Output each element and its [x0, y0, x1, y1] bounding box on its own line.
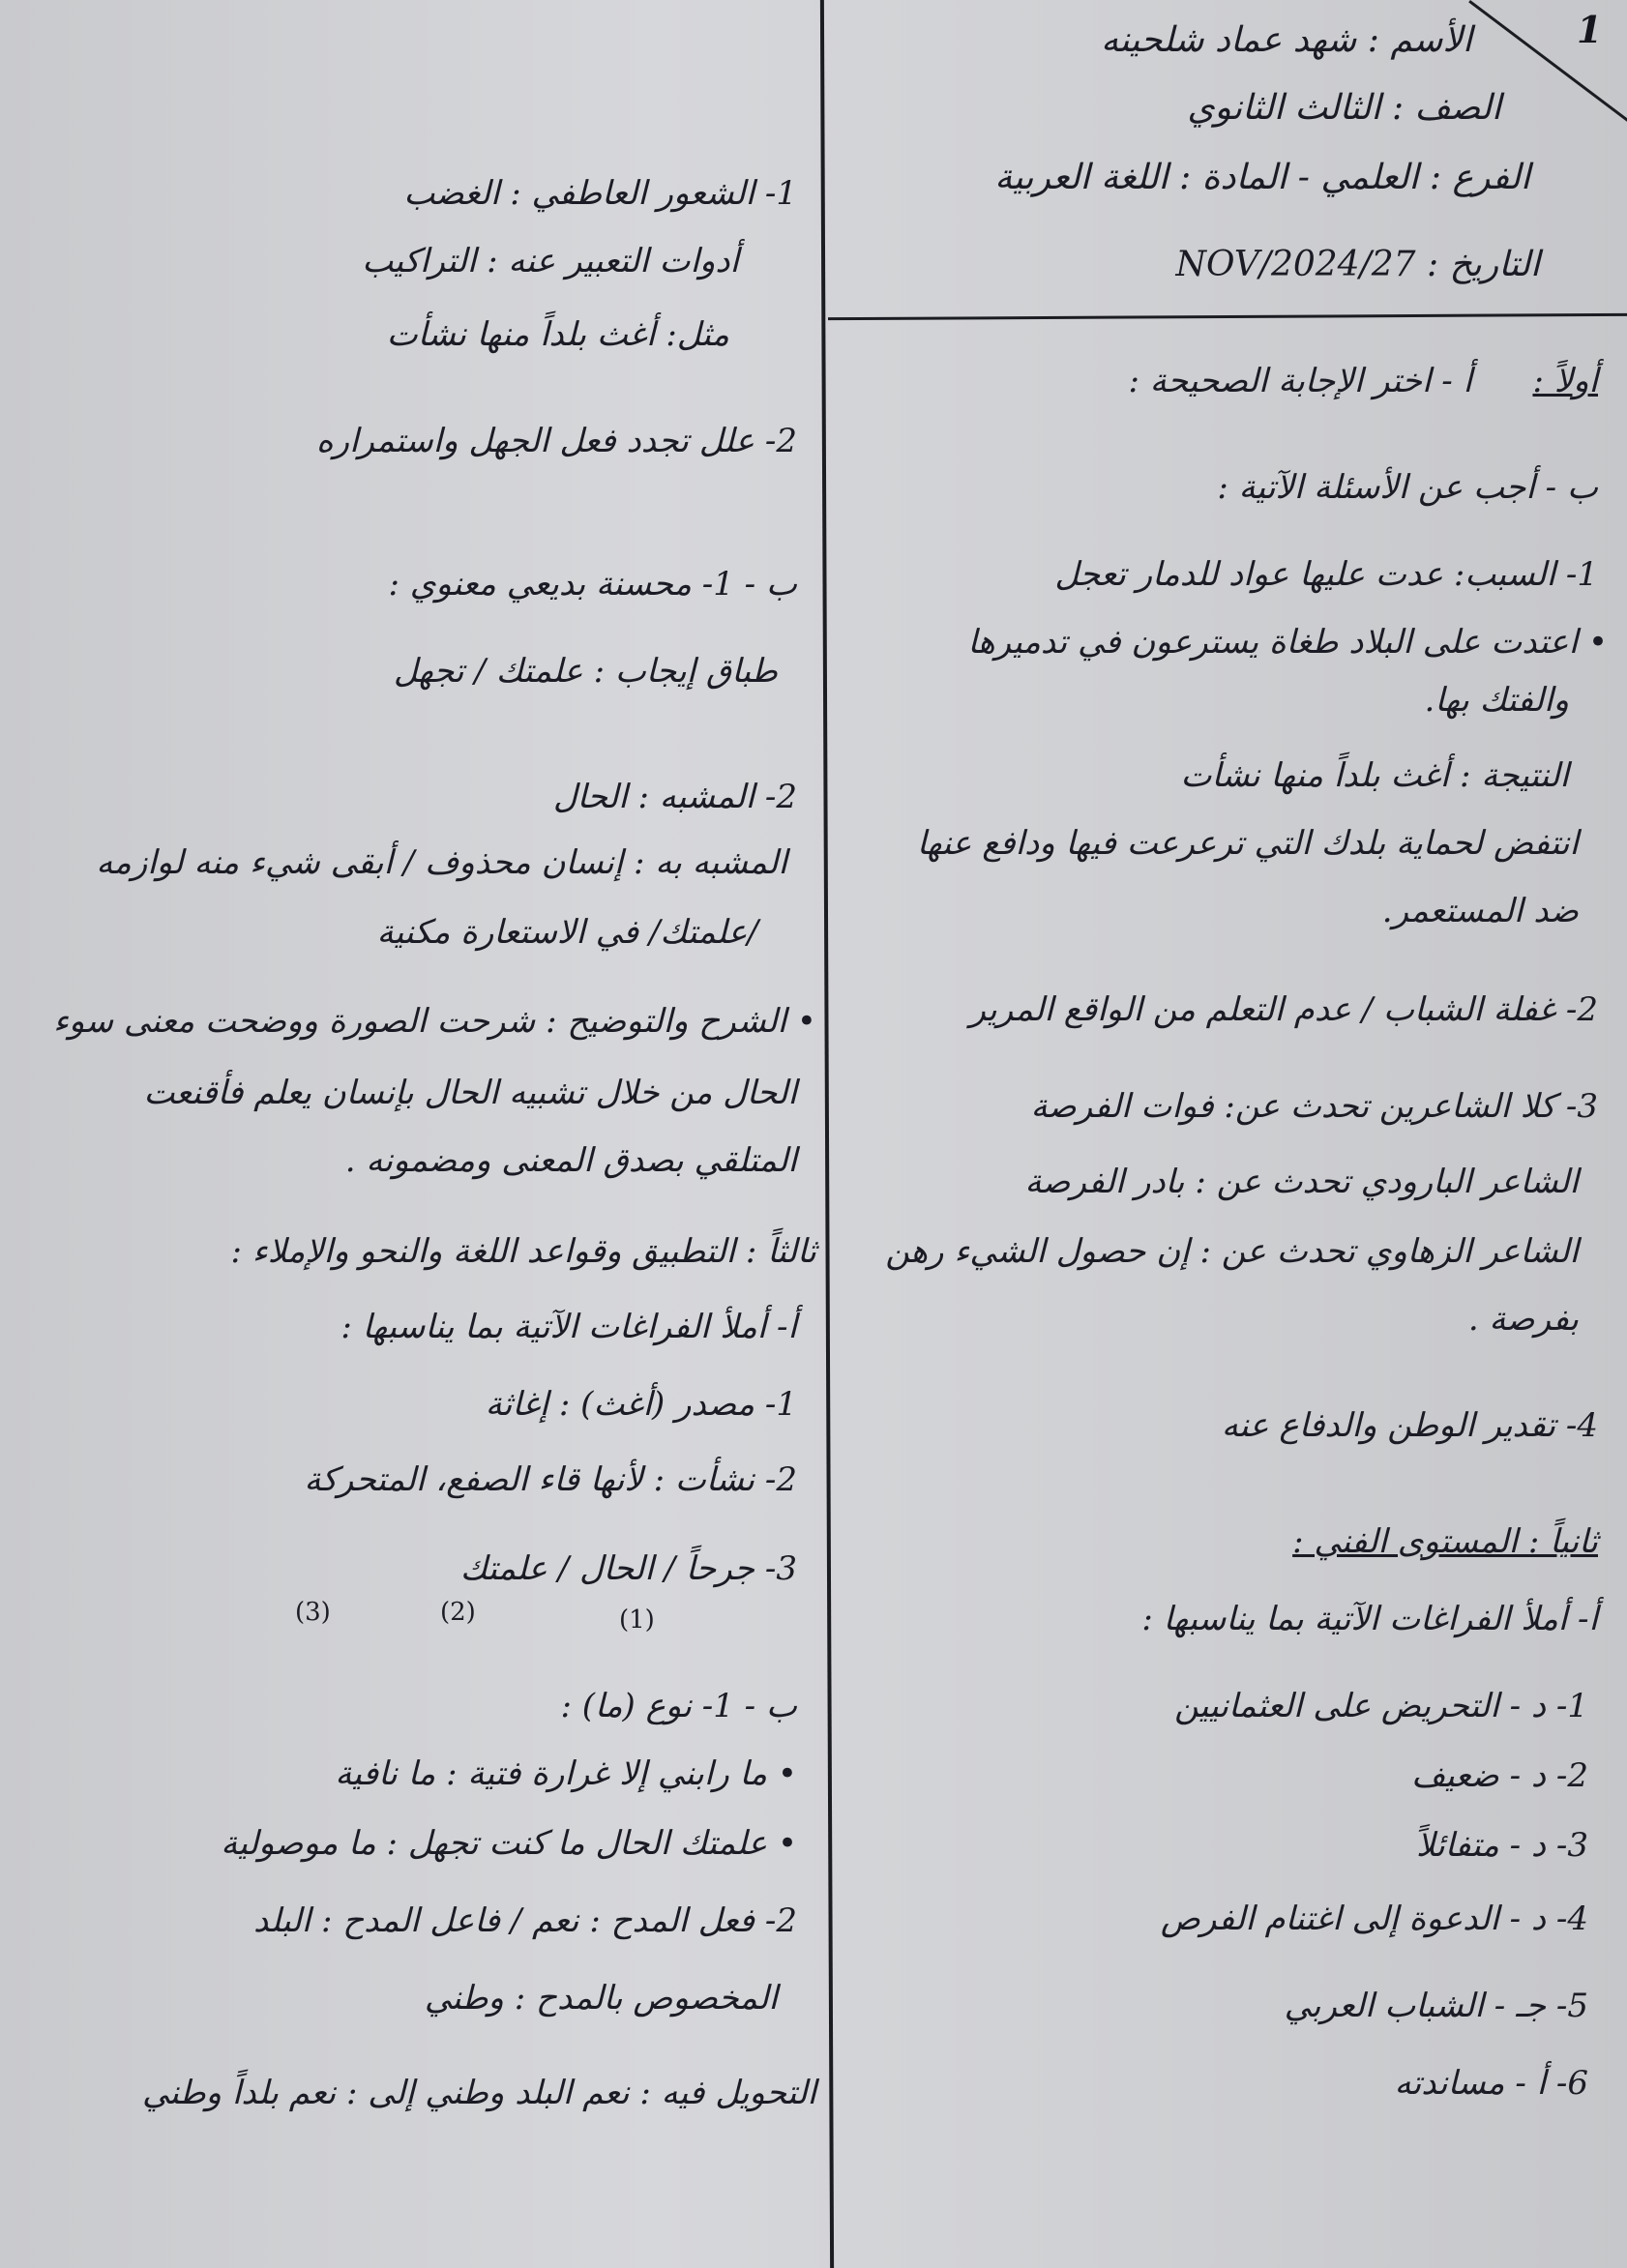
header-divider: [828, 313, 1627, 320]
branch-subject: الفرع : العلمي - المادة : اللغة العربية: [994, 158, 1530, 197]
answer-line: 2- علل تجدد فعل الجهل واستمراره: [315, 422, 797, 460]
section2-title: ثانياً : المستوى الفني :: [1292, 1522, 1598, 1561]
page-number: 1: [1577, 8, 1603, 51]
answer-line: ضد المستعمر.: [1381, 892, 1579, 930]
column-divider: [820, 0, 834, 2268]
mcq-answer: 6- أ - مساندته: [1394, 2064, 1588, 2103]
answer-line: مثل: أغث بلداً منها نشأت: [386, 315, 729, 354]
answer-line: والفتك بها.: [1424, 681, 1569, 720]
answer-line: 1- السبب: عدت عليها عواد للدمار تعجل: [1054, 555, 1598, 594]
answer-line: الحال من خلال تشبيه الحال بإنسان يعلم فأقنعت: [143, 1074, 797, 1112]
answer-line: 2- نشأت : لأنها قاء الصفع، المتحركة: [304, 1460, 797, 1499]
section1-question-b: ب - أجب عن الأسئلة الآتية :: [1217, 468, 1598, 507]
answer-line: 4- تقدير الوطن والدفاع عنه: [1221, 1406, 1598, 1445]
answer-line: 3- جرحاً / الحال / علمتك: [459, 1549, 797, 1588]
answer-line: ب - 1- محسنة بديعي معنوي :: [388, 565, 797, 604]
answer-line: 3- كلا الشاعرين تحدث عن: فوات الفرصة: [1030, 1087, 1598, 1126]
answer-line: 1- مصدر (أغث) : إغاثة: [485, 1385, 797, 1424]
answer-line: 1- الشعور العاطفي : الغضب: [403, 174, 797, 213]
section3-title: ثالثاً : التطبيق وقواعد اللغة والنحو والإملاء :: [230, 1232, 816, 1271]
section1-title: أولاً :: [1532, 362, 1598, 400]
mcq-answer: 2- د - ضعيف: [1411, 1756, 1588, 1795]
answer-line: انتفض لحماية بلدك التي ترعرعت فيها ودافع عنها: [916, 824, 1579, 863]
answer-line: 2- فعل المدح : نعم / فاعل المدح : البلد: [253, 1901, 797, 1940]
exam-date: التاريخ : 27/NOV/2024: [1175, 245, 1540, 284]
answer-line: الشاعر الزهاوي تحدث عن : إن حصول الشيء رهن: [885, 1232, 1579, 1271]
answer-line: ب - 1- نوع (ما) :: [560, 1687, 797, 1725]
answer-line: 2- غفلة الشباب / عدم التعلم من الواقع المرير: [969, 990, 1598, 1029]
answer-line: المشبه به : إنسان محذوف / أبقى شيء منه لوازمه: [96, 843, 787, 882]
mcq-answer: 4- د - الدعوة إلى اغتنام الفرص: [1160, 1900, 1588, 1938]
student-class: الصف : الثالث الثانوي: [1187, 88, 1501, 128]
mcq-answer: 1- د - التحريض على العثمانيين: [1174, 1687, 1588, 1725]
answer-line: • علمتك الحال ما كنت تجهل : ما موصولية: [221, 1824, 797, 1863]
section2-question-a: أ- أملأ الفراغات الآتية بما يناسبها :: [1141, 1600, 1598, 1638]
label-3: (3): [295, 1598, 331, 1627]
answer-line: المخصوص بالمدح : وطني: [424, 1979, 778, 2018]
answer-line: /علمتك/ في الاستعارة مكنية: [376, 913, 758, 952]
mcq-answer: 3- د - متفائلاً: [1416, 1826, 1588, 1865]
answer-line: طباق إيجاب : علمتك / تجهل: [393, 652, 778, 691]
label-2: (2): [440, 1598, 476, 1627]
answer-line: • ما رابني إلا غرارة فتية : ما نافية: [335, 1754, 797, 1793]
answer-line: الشاعر البارودي تحدث عن : بادر الفرصة: [1024, 1163, 1579, 1201]
answer-line: أ- أملأ الفراغات الآتية بما يناسبها :: [340, 1308, 797, 1346]
mcq-answer: 5- جـ - الشباب العربي: [1284, 1987, 1588, 2025]
answer-line: بفرصة .: [1467, 1300, 1579, 1339]
answer-line: • اعتدت على البلاد طغاة يسترعون في تدميرها: [967, 623, 1608, 662]
section1-question-a: أ - اختر الإجابة الصحيحة :: [1128, 362, 1472, 400]
student-name: الأسم : شهد عماد شلحينه: [1101, 20, 1472, 60]
answer-line: التحويل فيه : نعم البلد وطني إلى : نعم بلداً وطني: [142, 2074, 816, 2112]
label-1: (1): [619, 1605, 655, 1635]
answer-line: 2- المشبه : الحال: [552, 778, 797, 816]
answer-line: • الشرح والتوضيح : شرحت الصورة ووضحت معنى سوء: [53, 1002, 816, 1041]
answer-line: النتيجة : أغث بلداً منها نشأت: [1180, 756, 1569, 795]
answer-line: المتلقي بصدق المعنى ومضمونه .: [344, 1141, 797, 1180]
answer-line: أدوات التعبير عنه : التراكيب: [362, 242, 739, 280]
